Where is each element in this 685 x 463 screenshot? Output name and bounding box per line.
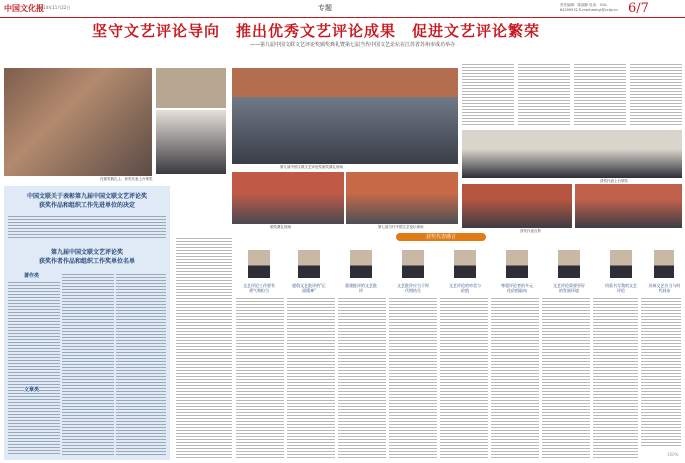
caption-center-bottom-a: 颁奖典礼现场 [270,225,291,229]
profile-title-3: 重建批评的文艺批评 [345,283,377,293]
profile-title-1: 文艺评论工作要有勇气和担当 [243,283,275,293]
winners-list-2 [62,272,114,456]
portrait-4 [402,250,424,278]
article-column-4 [630,62,682,126]
subheadline: ——第九届中国文联文艺评论奖颁奖典礼暨第七届当代中国文艺论坛在江苏省苏州市成功举办 [250,42,456,48]
profile-title-2: 提倡文艺批评的"正面精神" [292,283,326,293]
profile-text-8 [593,296,638,458]
portrait-3 [350,250,372,278]
newspaper-logo: 中国文化报 [4,4,44,13]
portrait-5 [454,250,476,278]
winners-list-1 [8,280,60,456]
section-name: 专题 [318,4,332,12]
caption-center-top: 第九届中国文联文艺评论奖颁奖典礼现场 [280,165,343,169]
profile-text-7 [542,296,590,458]
photo-stage-a [232,172,344,224]
article-left-1 [176,236,232,458]
decision-text [8,214,166,240]
profile-title-5: 文艺评论的审美与价值 [449,283,481,293]
headline: 坚守文艺评论导向 推出优秀文艺评论成果 促进文艺评论繁荣 [92,22,541,40]
profile-title-8: 用爱书写我的文艺评论 [605,283,637,293]
zoom-level: 100% [667,452,679,457]
feature-label: 获奖代表感言 [396,233,486,241]
portrait-7 [558,250,580,278]
photo-ceremony-hall [232,68,458,164]
photo-portrait-small [156,68,226,108]
portrait-2 [298,250,320,278]
box-title-2b: 获奖作者作品和组织工作奖单位名单 [38,258,135,265]
article-column-1 [462,62,514,126]
article-column-2 [518,62,570,126]
profile-text-6 [491,296,539,458]
profile-text-2 [287,296,335,458]
profile-title-4: 文艺批评应当于时代相结合 [397,283,429,293]
photo-speaker [156,110,226,174]
article-column-3 [574,62,626,126]
section-books: 著作类 [24,273,40,279]
photo-group [462,184,572,228]
page-number: 6/7 [628,1,649,16]
award-list-box [4,186,170,460]
editor-info: 责任编辑：陈丽静 电话：010-64299532 E-mail:wenyi@ccdy.cn [560,3,618,12]
box-title-1b: 获奖作品和组织工作先进单位的决定 [38,202,135,209]
header-rule [0,17,685,18]
photo-group-2 [575,184,682,228]
photo-award-presentation [4,68,152,176]
issue-date: 2014年11月22日 [38,5,71,10]
box-title-2a: 第九届中国文联文艺评论奖 [50,249,123,256]
portrait-1 [248,250,270,278]
portrait-6 [506,250,528,278]
photo-award-winners [462,130,682,178]
caption-center-bottom-b: 第七届当代中国文艺论坛现场 [378,225,424,229]
caption-left: 在颁奖典礼上，获奖代表上台领奖 [100,177,153,181]
profile-text-9 [641,296,681,446]
box-title-1a: 中国文联关于表彰第九届中国文联文艺评论奖 [26,193,147,200]
profile-text-1 [236,296,284,458]
profile-text-4 [389,296,437,458]
profile-title-7: 文艺评论需要更好的发展环境 [553,283,585,293]
profile-title-6: 尊重评论者的多元化价值取向 [501,283,533,293]
photo-stage-b [346,172,458,224]
winners-list-3 [116,272,166,456]
profile-text-3 [338,296,386,458]
profile-text-5 [440,296,488,458]
caption-right-top: 获奖代表上台领奖 [600,179,628,183]
portrait-9 [654,250,674,278]
portrait-8 [610,250,632,278]
caption-right-bottom: 获奖代表合影 [520,229,541,233]
section-articles: 文章类 [24,387,40,393]
profile-title-9: 苏州文艺应当与时代同步 [648,283,681,293]
